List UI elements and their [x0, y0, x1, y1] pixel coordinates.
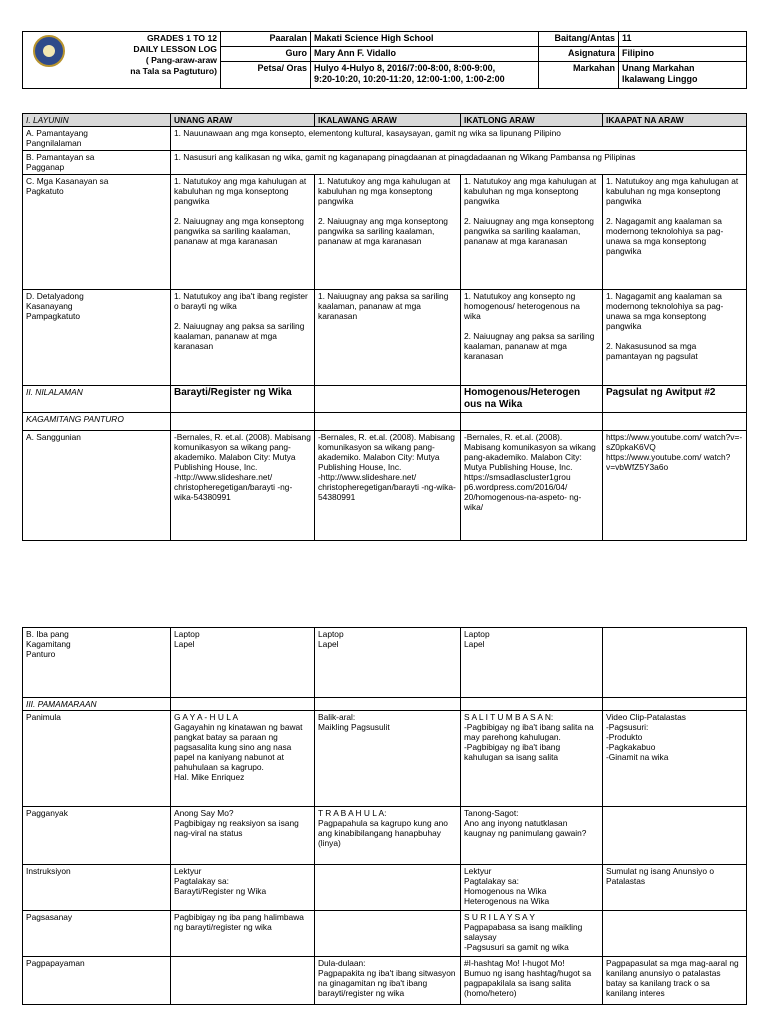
nilalaman-day-4: Pagsulat ng Awitput #2	[603, 386, 747, 413]
asignatura-label: Asignatura	[539, 47, 619, 62]
instruksiyon-day-3: Lektyur Pagtalakay sa: Homogenous na Wika Heterogenous na Wika	[461, 865, 603, 911]
paaralan-value: Makati Science High School	[311, 32, 539, 47]
kagamitang-panturo-label: KAGAMITANG PANTURO	[23, 413, 171, 431]
pagganyak-day-4	[603, 807, 747, 865]
pamamaraan-empty-4	[603, 698, 747, 711]
sanggunian-day-4: https://www.youtube.com/ watch?v=-sZ0pkaK6VQ https://www.youtube.com/ watch?v=vbWfZ5Y3a6o	[603, 431, 747, 541]
panimula-label: Panimula	[23, 711, 171, 807]
detalyadong-day-3: 1. Natutukoy ang konsepto ng homogenous/ heterogenous na wika 2. Naiuugnay ang paksa sa sariling kaalaman, pananaw at mga karanasan	[461, 290, 603, 386]
pagsasanay-label: Pagsasanay	[23, 911, 171, 957]
kagamitang-empty-2	[315, 413, 461, 431]
nilalaman-day-2	[315, 386, 461, 413]
pagpapayaman-day-4: Pagpapasulat sa mga mag-aaral ng kanilang anunsiyo o patalastas batay sa kanilang track o sa kanilang interes	[603, 957, 747, 1005]
paaralan-label: Paaralan	[221, 32, 311, 47]
kasanayan-day-1: 1. Natutukoy ang mga kahulugan at kabuluhan ng mga konseptong pangwika 2. Naiuugnay ang mga konseptong pangwika sa sariling kaalaman, pananaw at mga karanasan	[171, 175, 315, 290]
pamamaraan-empty-1	[171, 698, 315, 711]
pagganyak-day-3: Tanong-Sagot: Ano ang inyong natutklasan kaugnay ng panimulang gawain?	[461, 807, 603, 865]
sanggunian-label: A. Sanggunian	[23, 431, 171, 541]
panimula-day-3: S A L I T U M B A S A N: -Pagbibigay ng iba't ibang salita na may parehong kahulugan. -Pagbibigay ng iba't ibang kahulugan sa isang salita	[461, 711, 603, 807]
detalyadong-day-4: 1. Nagagamit ang kaalaman sa modernong teknolohiya sa pag-unawa sa mga konseptong pangwika 2. Nakasusunod sa mga pamantayan ng pagsulat	[603, 290, 747, 386]
panimula-day-4: Video Clip-Patalastas -Pagsusuri: -Produkto -Pagkakabuo -Ginamit na wika	[603, 711, 747, 807]
pamantayan-pagganap-text: 1. Nasusuri ang kalikasan ng wika, gamit ng kaganapang pinagdaanan at pinagdadaanan ng Wikang Pambansa ng Pilipinas	[171, 151, 747, 175]
sanggunian-day-2: -Bernales, R. et.al. (2008). Mabisang komunikasyon sa wikang pang-akademiko. Malabon City: Mutya Publishing House, Inc. -http://www.slideshare.net/ christopheregetigan/barayti -ng-wika-54380991	[315, 431, 461, 541]
pagganyak-day-2: T R A B A H U L A: Pagpapahula sa kagrupo kung ano ang kinabibilangang hanapbuhay (linya)	[315, 807, 461, 865]
kagamitan-day-2: Laptop Lapel	[315, 628, 461, 698]
kagamitan-day-1: Laptop Lapel	[171, 628, 315, 698]
markahan-label: Markahan	[539, 62, 619, 89]
baitang-value: 11	[619, 32, 747, 47]
kagamitang-empty-3	[461, 413, 603, 431]
pamantayang-pangnilalaman-text: 1. Nauunawaan ang mga konsepto, elementong kultural, kasaysayan, gamit ng wika sa lipunang Pilipino	[171, 127, 747, 151]
guro-label: Guro	[221, 47, 311, 62]
pamantayang-pangnilalaman-label: A. Pamantayang Pangnilalaman	[23, 127, 171, 151]
instruksiyon-day-2	[315, 865, 461, 911]
kagamitan-day-3: Laptop Lapel	[461, 628, 603, 698]
pamamaraan-label: III. PAMAMARAAN	[23, 698, 171, 711]
instruksiyon-day-4: Sumulat ng isang Anunsiyo o Patalastas	[603, 865, 747, 911]
kagamitang-empty-4	[603, 413, 747, 431]
petsa-value: Hulyo 4-Hulyo 8, 2016/7:00-8:00, 8:00-9:00, 9:20-10:20, 10:20-11:20, 12:00-1:00, 1:00-2:00	[311, 62, 539, 89]
sanggunian-day-1: -Bernales, R. et.al. (2008). Mabisang komunikasyon sa wikang pang-akademiko. Malabon City: Mutya Publishing House, Inc. -http://www.slideshare.net/ christopheregetigan/barayti -ng-wika-54380991	[171, 431, 315, 541]
asignatura-value: Filipino	[619, 47, 747, 62]
kagamitang-empty-1	[171, 413, 315, 431]
panimula-day-2: Balik-aral: Maikling Pagsusulit	[315, 711, 461, 807]
nilalaman-label: II. NILALAMAN	[23, 386, 171, 413]
ikaapat-araw-header: IKAAPAT NA ARAW	[603, 114, 747, 127]
nilalaman-day-1: Barayti/Register ng Wika	[171, 386, 315, 413]
kasanayan-day-4: 1. Natutukoy ang mga kahulugan at kabuluhan ng mga konseptong pangwika 2. Nagagamit ang kaalaman sa modernong teknolohiya sa pag-unawa sa mga konseptong pangwika	[603, 175, 747, 290]
header-table	[22, 31, 747, 89]
log-title: GRADES 1 TO 12 DAILY LESSON LOG ( Pang-araw-araw na Tala sa Pagtuturo)	[75, 32, 221, 89]
pagganyak-day-1: Anong Say Mo? Pagbibigay ng reaksiyon sa isang nag-viral na status	[171, 807, 315, 865]
pagpapayaman-day-3: #I-hashtag Mo! I-hugot Mo! Bumuo ng isang hashtag/hugot sa pagpapakilala sa isang salita (homo/hetero)	[461, 957, 603, 1005]
lesson-table-2	[22, 627, 747, 1005]
deped-seal-icon	[33, 35, 65, 67]
pagpapayaman-day-1	[171, 957, 315, 1005]
pamamaraan-empty-2	[315, 698, 461, 711]
instruksiyon-day-1: Lektyur Pagtalakay sa: Barayti/Register ng Wika	[171, 865, 315, 911]
pagsasanay-day-1: Pagbibigay ng iba pang halimbawa ng barayti/register ng wika	[171, 911, 315, 957]
instruksiyon-label: Instruksiyon	[23, 865, 171, 911]
sanggunian-day-3: -Bernales, R. et.al. (2008). Mabisang komunikasyon sa wikang pang-akademiko. Malabon City: Mutya Publishing House, Inc. https://smsadlascluster1grou p6.wordpress.com/2016/04/ 20/homogenous-na-aspeto- ng-wika/	[461, 431, 603, 541]
petsa-label: Petsa/ Oras	[221, 62, 311, 89]
iba-pang-kagamitan-label: B. Iba pang Kagamitang Panturo	[23, 628, 171, 698]
detalyadong-day-1: 1. Natutukoy ang iba't ibang register o barayti ng wika 2. Naiuugnay ang paksa sa sariling kaalaman, pananaw at mga karanasan	[171, 290, 315, 386]
nilalaman-day-3: Homogenous/Heterogen ous na Wika	[461, 386, 603, 413]
pagganyak-label: Pagganyak	[23, 807, 171, 865]
kasanayan-pagkatuto-label: C. Mga Kasanayan sa Pagkatuto	[23, 175, 171, 290]
pamantayan-pagganap-label: B. Pamantayan sa Pagganap	[23, 151, 171, 175]
lesson-table-1	[22, 113, 747, 541]
layunin-header: I. LAYUNIN	[23, 114, 171, 127]
panimula-day-1: G A Y A - H U L A Gagayahin ng kinatawan ng bawat pangkat batay sa paraan ng pagsasalita kung sino ang nasa papel na kaniyang nabunot at pahuhulaan sa kagrupo. Hal. Mike Enriquez	[171, 711, 315, 807]
pagpapayaman-label: Pagpapayaman	[23, 957, 171, 1005]
kasanayan-day-3: 1. Natutukoy ang mga kahulugan at kabuluhan ng mga konseptong pangwika 2. Naiuugnay ang mga konseptong pangwika sa sariling kaalaman, pananaw at mga karanasan	[461, 175, 603, 290]
ikatlong-araw-header: IKATLONG ARAW	[461, 114, 603, 127]
kagamitan-day-4	[603, 628, 747, 698]
pagsasanay-day-2	[315, 911, 461, 957]
pagsasanay-day-4	[603, 911, 747, 957]
deped-seal-cell	[23, 32, 75, 89]
kasanayan-day-2: 1. Natutukoy ang mga kahulugan at kabuluhan ng mga konseptong pangwika 2. Naiuugnay ang mga konseptong pangwika sa sariling kaalaman, pananaw at mga karanasan	[315, 175, 461, 290]
guro-value: Mary Ann F. Vidallo	[311, 47, 539, 62]
baitang-label: Baitang/Antas	[539, 32, 619, 47]
pagsasanay-day-3: S U R I L A Y S A Y Pagpapabasa sa isang maikling salaysay -Pagsusuri sa gamit ng wika	[461, 911, 603, 957]
ikalawang-araw-header: IKALAWANG ARAW	[315, 114, 461, 127]
detalyadong-day-2: 1. Naiuugnay ang paksa sa sariling kaalaman, pananaw at mga karanasan	[315, 290, 461, 386]
pagpapayaman-day-2: Dula-dulaan: Pagpapakita ng iba't ibang sitwasyon na ginagamitan ng iba't ibang barayti/register ng wika	[315, 957, 461, 1005]
detalyadong-kasanayan-label: D. Detalyadong Kasanayang Pampagkatuto	[23, 290, 171, 386]
markahan-value: Unang Markahan Ikalawang Linggo	[619, 62, 747, 89]
pamamaraan-empty-3	[461, 698, 603, 711]
unang-araw-header: UNANG ARAW	[171, 114, 315, 127]
